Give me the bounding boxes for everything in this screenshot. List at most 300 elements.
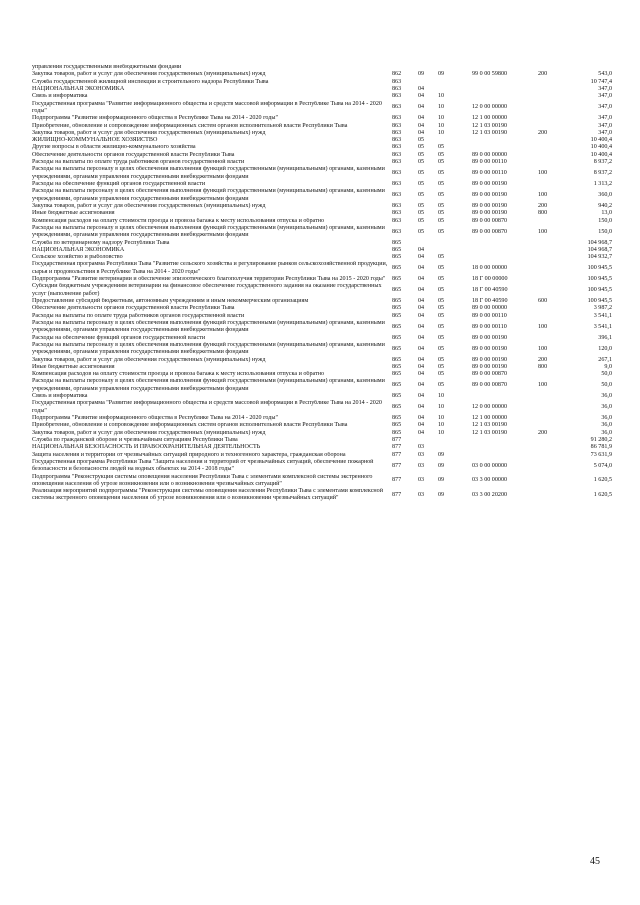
row-amount: 13,0 <box>601 210 612 217</box>
row-name: Связь и информатика <box>32 93 88 100</box>
row-ministry-code: 862 <box>392 71 402 78</box>
row-ministry-code: 863 <box>392 122 402 129</box>
row-subsection-code: 05 <box>438 371 445 378</box>
table-row <box>32 335 612 342</box>
row-ministry-code: 865 <box>392 323 402 330</box>
table-row <box>32 437 612 444</box>
row-section-code: 04 <box>418 246 425 253</box>
row-name: ЖИЛИЩНО-КОММУНАЛЬНОЕ ХОЗЯЙСТВО <box>32 137 158 144</box>
table-row <box>32 364 612 371</box>
row-subsection-code: 10 <box>438 115 445 122</box>
row-name: Связь и информатика <box>32 393 88 400</box>
row-subsection-code: 05 <box>438 276 445 283</box>
row-subsection-code: 05 <box>438 382 445 389</box>
row-section-code: 04 <box>418 356 425 363</box>
row-amount: 3 987,2 <box>593 305 612 312</box>
row-ministry-code: 877 <box>392 436 402 443</box>
row-section-code <box>418 64 438 71</box>
row-expense-type-code: 800 <box>538 363 548 370</box>
row-name: Закупка товаров, работ и услуг для обеспечения государственных (муниципальных) нужд <box>32 129 266 136</box>
row-subsection-code: 05 <box>438 191 445 198</box>
table-row <box>32 210 612 217</box>
row-subsection-code: 05 <box>438 181 445 187</box>
row-subsection-code: 05 <box>438 265 445 272</box>
row-expense-type-code: 100 <box>538 228 548 235</box>
row-target-article-code <box>472 254 538 261</box>
table-row <box>32 459 612 474</box>
row-section-code: 05 <box>418 144 425 151</box>
row-target-article-code: 12 1 03 00190 <box>472 122 508 129</box>
row-amount: 9,0 <box>604 363 612 370</box>
row-amount: 267,1 <box>598 356 612 363</box>
row-name: Иные бюджетные ассигнования <box>32 363 115 370</box>
row-name: Служба по гражданской обороне и чрезвычайным ситуациям Республики Тыва <box>32 436 238 443</box>
row-target-article-code: 89 0 00 00190 <box>472 356 508 363</box>
row-expense-type-code: 800 <box>538 210 548 217</box>
row-target-article-code: 89 0 00 00110 <box>472 323 507 330</box>
row-expense-type-code <box>538 276 568 283</box>
table-row <box>32 137 612 144</box>
row-ministry-code: 865 <box>392 363 402 370</box>
row-target-article-code: 12 0 00 00000 <box>472 104 508 111</box>
row-section-code: 05 <box>418 202 425 209</box>
table-row <box>32 378 612 393</box>
row-name: НАЦИОНАЛЬНАЯ ЭКОНОМИКА <box>32 85 125 92</box>
row-amount: 940,2 <box>598 202 612 209</box>
table-row <box>32 452 612 459</box>
row-target-article-code <box>472 240 538 247</box>
table-row <box>32 342 612 357</box>
row-section-code: 04 <box>418 345 425 352</box>
row-expense-type-code <box>538 437 568 444</box>
row-target-article-code: 89 0 00 00190 <box>472 334 508 341</box>
table-row <box>32 188 612 203</box>
row-subsection-code: 05 <box>438 202 445 209</box>
row-expense-type-code: 100 <box>538 170 548 177</box>
row-section-code: 04 <box>418 122 425 129</box>
row-ministry-code: 863 <box>392 210 402 217</box>
row-amount: 543,0 <box>598 71 612 78</box>
row-expense-type-code: 100 <box>538 191 548 198</box>
row-section-code: 03 <box>418 451 425 458</box>
row-section-code: 04 <box>418 334 425 341</box>
row-amount: 8 937,2 <box>593 159 612 166</box>
table-row <box>32 64 612 71</box>
table-row <box>32 225 612 240</box>
row-name: Иные бюджетные ассигнования <box>32 210 115 217</box>
row-ministry-code: 865 <box>392 371 402 378</box>
row-subsection-code: 10 <box>438 104 445 111</box>
row-ministry-code: 865 <box>392 356 402 363</box>
row-name: Расходы на выплаты персоналу в целях обеспечения выполнения функций государственными (муниципальными) органами, казенными учреждениями, органами управления государственными внебюджетными фондами <box>32 188 385 202</box>
row-amount: 347,0 <box>598 129 612 136</box>
row-ministry-code: 865 <box>392 239 402 246</box>
table-row <box>32 203 612 210</box>
row-name: Закупка товаров, работ и услуг для обеспечения государственных (муниципальных) нужд <box>32 429 266 436</box>
table-row <box>32 93 612 100</box>
row-amount: 347,0 <box>598 85 612 92</box>
row-amount: 73 631,9 <box>590 451 612 458</box>
table-row <box>32 152 612 159</box>
table-row <box>32 181 612 188</box>
row-name: Расходы на выплаты персоналу в целях обеспечения выполнения функций государственными (муниципальными) органами, казенными учреждениями, органами управления государственными внебюджетными фондами <box>32 341 385 356</box>
row-amount: 50,0 <box>601 382 612 389</box>
row-ministry-code: 865 <box>392 298 402 304</box>
row-section-code: 03 <box>418 491 425 498</box>
row-section-code: 04 <box>418 382 425 389</box>
row-target-article-code <box>472 86 538 93</box>
row-ministry-code: 865 <box>392 276 402 283</box>
row-target-article-code: 89 0 00 00190 <box>472 345 508 352</box>
row-subsection-code: 10 <box>438 93 445 100</box>
row-section-code: 04 <box>418 312 425 319</box>
row-section-code: 04 <box>418 363 425 370</box>
row-target-article-code: 03 0 00 00000 <box>472 462 508 469</box>
row-name: Государственная программа Республики Тыва "Защита населения и территорий от чрезвычайных ситуаций, обеспечение пожарной безопасности и безопасности людей на водных объектах на 2014 - 2018 годы" <box>32 458 374 473</box>
row-subsection-code <box>438 247 472 254</box>
row-target-article-code: 89 0 00 00110 <box>472 159 507 166</box>
row-target-article-code: 89 0 00 00870 <box>472 382 508 389</box>
row-section-code <box>418 240 438 247</box>
table-row <box>32 298 612 305</box>
row-amount: 36,0 <box>601 404 612 411</box>
row-amount: 347,0 <box>598 93 612 100</box>
row-section-code: 04 <box>418 323 425 330</box>
row-subsection-code: 05 <box>438 345 445 352</box>
row-section-code: 04 <box>418 429 425 436</box>
row-expense-type-code <box>538 261 568 276</box>
row-name: Расходы на выплаты по оплате труда работников органов государственной власти <box>32 312 245 319</box>
row-target-article-code <box>472 444 538 451</box>
row-ministry-code: 863 <box>392 115 402 122</box>
row-amount: 104 932,7 <box>587 254 612 261</box>
row-amount: 91 280,2 <box>590 436 612 443</box>
row-name: Обеспечение деятельности органов государственной власти Республики Тыва <box>32 305 235 312</box>
row-ministry-code: 863 <box>392 85 402 92</box>
row-ministry-code: 865 <box>392 382 402 389</box>
row-expense-type-code <box>538 137 568 144</box>
row-subsection-code: 05 <box>438 334 445 341</box>
row-ministry-code: 877 <box>392 491 402 498</box>
row-amount: 36,0 <box>601 429 612 436</box>
row-ministry-code: 863 <box>392 78 402 85</box>
row-name: Подпрограмма "Развитие информационного общества в Республике Тыва на 2014 - 2020 годы" <box>32 415 278 421</box>
table-row <box>32 247 612 254</box>
row-name: Подпрограмма "Реконструкция системы оповещения населения Республики Тыва с элементами комплексной системы экстренного оповещения населения об угрозе возникновения или о возникновении чрезвычайных ситуаций" <box>32 473 373 487</box>
row-target-article-code: 03 3 00 20200 <box>472 491 508 498</box>
row-target-article-code <box>472 452 538 459</box>
row-amount: 100 945,5 <box>587 276 612 283</box>
table-row <box>32 305 612 312</box>
row-amount: 347,0 <box>598 122 612 129</box>
row-subsection-code: 05 <box>438 254 445 261</box>
row-subsection-code: 05 <box>438 298 445 304</box>
row-section-code: 04 <box>418 85 425 92</box>
row-expense-type-code <box>538 474 568 489</box>
row-subsection-code: 05 <box>438 356 445 363</box>
row-target-article-code: 12 1 03 00190 <box>472 129 508 136</box>
row-subsection-code: 09 <box>438 71 445 78</box>
row-ministry-code <box>392 64 418 71</box>
row-name: Реализация мероприятий подпрограммы "Реконструкция системы оповещения населения Республики Тыва с элементами комплексной системы экстренного оповещения населения об угрозе возникновения или о возникновении чрезвычайных ситуаций" <box>32 488 383 502</box>
table-row <box>32 86 612 93</box>
budget-table-container <box>32 64 612 503</box>
row-expense-type-code <box>538 335 568 342</box>
row-section-code: 05 <box>418 217 425 224</box>
row-ministry-code: 863 <box>392 228 402 235</box>
row-name: Государственная программа "Развитие информационного общества и средств массовой информации в Республике Тыва на 2014 - 2020 годы" <box>32 400 382 414</box>
row-name: Другие вопросы в области жилищно-коммунального хозяйства <box>32 144 196 151</box>
table-row <box>32 101 612 116</box>
table-row <box>32 444 612 451</box>
row-expense-type-code <box>538 64 568 71</box>
row-ministry-code: 865 <box>392 287 402 294</box>
row-amount: 1 620,5 <box>593 491 612 498</box>
row-section-code: 04 <box>418 287 425 294</box>
row-subsection-code <box>438 437 472 444</box>
row-target-article-code: 18 0 00 00000 <box>472 265 508 272</box>
row-subsection-code <box>438 86 472 93</box>
row-target-article-code <box>472 79 538 86</box>
row-ministry-code: 865 <box>392 422 402 429</box>
row-subsection-code: 10 <box>438 129 445 136</box>
row-subsection-code: 10 <box>438 393 445 400</box>
row-section-code: 04 <box>418 276 425 283</box>
table-row <box>32 130 612 137</box>
row-amount: 104 968,7 <box>587 239 612 246</box>
row-ministry-code: 863 <box>392 217 402 224</box>
row-subsection-code: 10 <box>438 415 445 421</box>
row-amount: 8 937,2 <box>593 170 612 177</box>
row-amount: 36,0 <box>601 415 612 421</box>
table-row <box>32 393 612 400</box>
row-subsection-code: 05 <box>438 159 445 166</box>
row-ministry-code: 877 <box>392 451 402 458</box>
row-subsection-code: 05 <box>438 312 445 319</box>
row-target-article-code: 89 0 00 00190 <box>472 191 508 198</box>
row-subsection-code: 05 <box>438 170 445 177</box>
row-name: Предоставление субсидий бюджетным, автономным учреждениям и иным некоммерческим организациям <box>32 298 309 304</box>
row-name: Сельское хозяйство и рыболовство <box>32 254 123 261</box>
row-ministry-code: 863 <box>392 104 402 111</box>
row-section-code: 05 <box>418 228 425 235</box>
row-subsection-code: 05 <box>438 287 445 294</box>
row-expense-type-code <box>538 452 568 459</box>
row-amount: 347,0 <box>598 115 612 122</box>
row-target-article-code <box>472 144 538 151</box>
row-target-article-code: 89 0 00 00870 <box>472 217 508 224</box>
row-ministry-code: 865 <box>392 246 402 253</box>
row-expense-type-code <box>538 247 568 254</box>
row-name: Защита населения и территории от чрезвычайных ситуаций природного и техногенного характера, гражданская оборона <box>32 451 346 458</box>
row-subsection-code <box>438 79 472 86</box>
row-expense-type-code: 100 <box>538 323 548 330</box>
row-amount: 347,0 <box>598 104 612 111</box>
row-subsection-code: 05 <box>438 323 445 330</box>
row-target-article-code: 12 1 00 00000 <box>472 115 508 122</box>
row-ministry-code: 865 <box>392 393 402 400</box>
row-ministry-code: 863 <box>392 181 402 187</box>
row-name: Подпрограмма "Развитие ветеринарии и обеспечение эпизоотического благополучия территории Республики Тыва на 2015 - 2020 годы" <box>32 276 386 283</box>
row-section-code: 04 <box>418 104 425 111</box>
row-amount: 1 620,5 <box>593 477 612 484</box>
row-name: Компенсация расходов на оплату стоимости проезда и провоза багажа к месту использования отпуска и обратно <box>32 371 325 378</box>
row-name: Приобретение, обновление и сопровождение информационных систем органов исполнительной власти Республики Тыва <box>32 122 348 129</box>
row-section-code: 04 <box>418 298 425 304</box>
row-target-article-code <box>472 437 538 444</box>
table-row <box>32 313 612 320</box>
row-target-article-code: 89 0 00 00190 <box>472 181 508 187</box>
row-section-code: 03 <box>418 444 425 451</box>
row-ministry-code: 863 <box>392 170 402 177</box>
row-section-code: 05 <box>418 159 425 166</box>
row-section-code: 04 <box>418 265 425 272</box>
table-row <box>32 430 612 437</box>
row-ministry-code: 877 <box>392 444 402 451</box>
row-subsection-code: 10 <box>438 404 445 411</box>
row-amount: 100 945,5 <box>587 265 612 272</box>
row-amount: 150,0 <box>598 217 612 224</box>
row-section-code: 05 <box>418 191 425 198</box>
row-name: Закупка товаров, работ и услуг для обеспечения государственных (муниципальных) нужд <box>32 71 266 78</box>
row-subsection-code: 10 <box>438 429 445 436</box>
row-subsection-code: 05 <box>438 144 445 151</box>
row-expense-type-code <box>538 313 568 320</box>
row-expense-type-code: 200 <box>538 202 548 209</box>
row-amount: 1 313,2 <box>593 181 612 187</box>
row-amount: 36,0 <box>601 393 612 400</box>
table-row <box>32 283 612 298</box>
row-target-article-code: 89 0 00 00190 <box>472 202 508 209</box>
row-expense-type-code <box>538 371 568 378</box>
row-ministry-code: 865 <box>392 415 402 421</box>
row-expense-type-code: 600 <box>538 298 548 304</box>
row-expense-type-code <box>538 159 568 166</box>
row-name: Обеспечение деятельности органов государственной власти Республики Тыва <box>32 151 235 158</box>
row-expense-type-code: 200 <box>538 129 548 136</box>
row-ministry-code: 865 <box>392 345 402 352</box>
table-row <box>32 159 612 166</box>
row-section-code: 04 <box>418 254 425 261</box>
row-expense-type-code <box>538 115 568 122</box>
table-row <box>32 488 612 503</box>
row-subsection-code: 10 <box>438 122 445 129</box>
row-target-article-code: 18 Г 00 40590 <box>472 298 508 304</box>
row-name: НАЦИОНАЛЬНАЯ ЭКОНОМИКА <box>32 246 125 253</box>
row-ministry-code: 877 <box>392 477 402 484</box>
row-section-code: 03 <box>418 462 425 469</box>
row-target-article-code <box>472 247 538 254</box>
row-amount: 10 400,4 <box>590 144 612 151</box>
table-row <box>32 474 612 489</box>
row-expense-type-code <box>538 444 568 451</box>
row-name: Расходы на выплаты персоналу в целях обеспечения выполнения функций государственными (муниципальными) органами, казенными учреждениями, органами управления государственными внебюджетными фондами <box>32 224 385 239</box>
row-name: Служба государственной жилищной инспекции и строительного надзора Республики Тыва <box>32 78 269 85</box>
row-name: Государственная программа "Развитие информационного общества и средств массовой информации в Республике Тыва на 2014 - 2020 годы" <box>32 100 382 114</box>
row-amount: 360,0 <box>598 191 612 198</box>
table-row <box>32 218 612 225</box>
row-amount: 5 074,0 <box>593 462 612 469</box>
table-row <box>32 422 612 429</box>
row-section-code: 05 <box>418 170 425 177</box>
row-ministry-code: 865 <box>392 334 402 341</box>
row-name: Служба по ветеринарному надзору Республики Тыва <box>32 239 170 246</box>
row-expense-type-code: 200 <box>538 356 548 363</box>
row-name: Компенсация расходов на оплату стоимости проезда и провоза багажа к месту использования отпуска и обратно <box>32 217 325 224</box>
row-section-code: 04 <box>418 129 425 136</box>
table-row <box>32 320 612 335</box>
row-ministry-code: 863 <box>392 159 402 166</box>
table-row <box>32 144 612 151</box>
row-target-article-code: 89 0 00 00110 <box>472 170 507 177</box>
row-name: Подпрограмма "Развитие информационного общества в Республике Тыва на 2014 - 2020 годы" <box>32 115 278 122</box>
row-subsection-code: 05 <box>438 228 445 235</box>
row-expense-type-code <box>538 400 568 415</box>
row-expense-type-code <box>538 393 568 400</box>
row-name: Расходы на обеспечение функций органов государственной власти <box>32 181 206 187</box>
row-expense-type-code <box>538 488 568 503</box>
row-expense-type-code <box>538 283 568 298</box>
row-expense-type-code <box>538 305 568 312</box>
row-subsection-code <box>438 240 472 247</box>
row-section-code: 04 <box>418 115 425 122</box>
row-target-article-code: 89 0 00 00000 <box>472 151 508 158</box>
row-section-code: 04 <box>418 404 425 411</box>
row-expense-type-code <box>538 86 568 93</box>
row-name: Расходы на обеспечение функций органов государственной власти <box>32 334 206 341</box>
row-name: НАЦИОНАЛЬНАЯ БЕЗОПАСНОСТЬ И ПРАВООХРАНИТЕЛЬНАЯ ДЕЯТЕЛЬНОСТЬ <box>32 444 261 451</box>
row-ministry-code: 863 <box>392 144 402 151</box>
row-subsection-code <box>438 444 472 451</box>
row-section-code: 05 <box>418 181 425 187</box>
row-target-article-code: 18 Г 00 00000 <box>472 276 508 283</box>
row-amount: 100 945,5 <box>587 287 612 294</box>
row-expense-type-code: 100 <box>538 345 548 352</box>
row-name: Субсидии бюджетным учреждениям ветеринарии на финансовое обеспечение государственного задания на оказание государственных услуг (выполнение работ) <box>32 283 382 297</box>
row-amount: 3 541,1 <box>593 323 612 330</box>
row-ministry-code: 865 <box>392 312 402 319</box>
row-name: Расходы на выплаты персоналу в целях обеспечения выполнения функций государственными (муниципальными) органами, казенными учреждениями, органами управления государственными внебюджетными фондами <box>32 378 385 392</box>
table-row <box>32 254 612 261</box>
row-section-code: 05 <box>418 151 425 158</box>
row-subsection-code: 05 <box>438 363 445 370</box>
row-target-article-code: 89 0 00 00870 <box>472 371 508 378</box>
table-row <box>32 357 612 364</box>
row-section-code: 04 <box>418 393 425 400</box>
row-ministry-code: 863 <box>392 93 402 100</box>
row-expense-type-code <box>538 79 568 86</box>
page-number: 45 <box>590 856 600 867</box>
row-target-article-code: 12 1 03 00190 <box>472 429 508 436</box>
row-section-code <box>418 437 438 444</box>
table-row <box>32 400 612 415</box>
row-expense-type-code <box>538 152 568 159</box>
row-target-article-code: 99 0 00 59800 <box>472 71 508 78</box>
row-target-article-code: 18 Г 00 40590 <box>472 287 508 294</box>
budget-table-body <box>32 64 612 503</box>
row-section-code: 05 <box>418 210 425 217</box>
row-subsection-code: 05 <box>438 305 445 312</box>
row-amount <box>568 64 612 71</box>
row-target-article-code <box>472 137 538 144</box>
row-subsection-code: 05 <box>438 151 445 158</box>
row-amount: 10 747,4 <box>590 78 612 85</box>
row-amount: 3 541,1 <box>593 312 612 319</box>
row-expense-type-code <box>538 101 568 116</box>
row-name: Государственная программа Республики Тыва "Развитие сельского хозяйства и регулирование рынков сельскохозяйственной продукции, сырья и продовольствия в Республике Тыва на 2014 - 2020 годы" <box>32 261 388 275</box>
row-target-article-code: 12 0 00 00000 <box>472 404 508 411</box>
table-row <box>32 371 612 378</box>
